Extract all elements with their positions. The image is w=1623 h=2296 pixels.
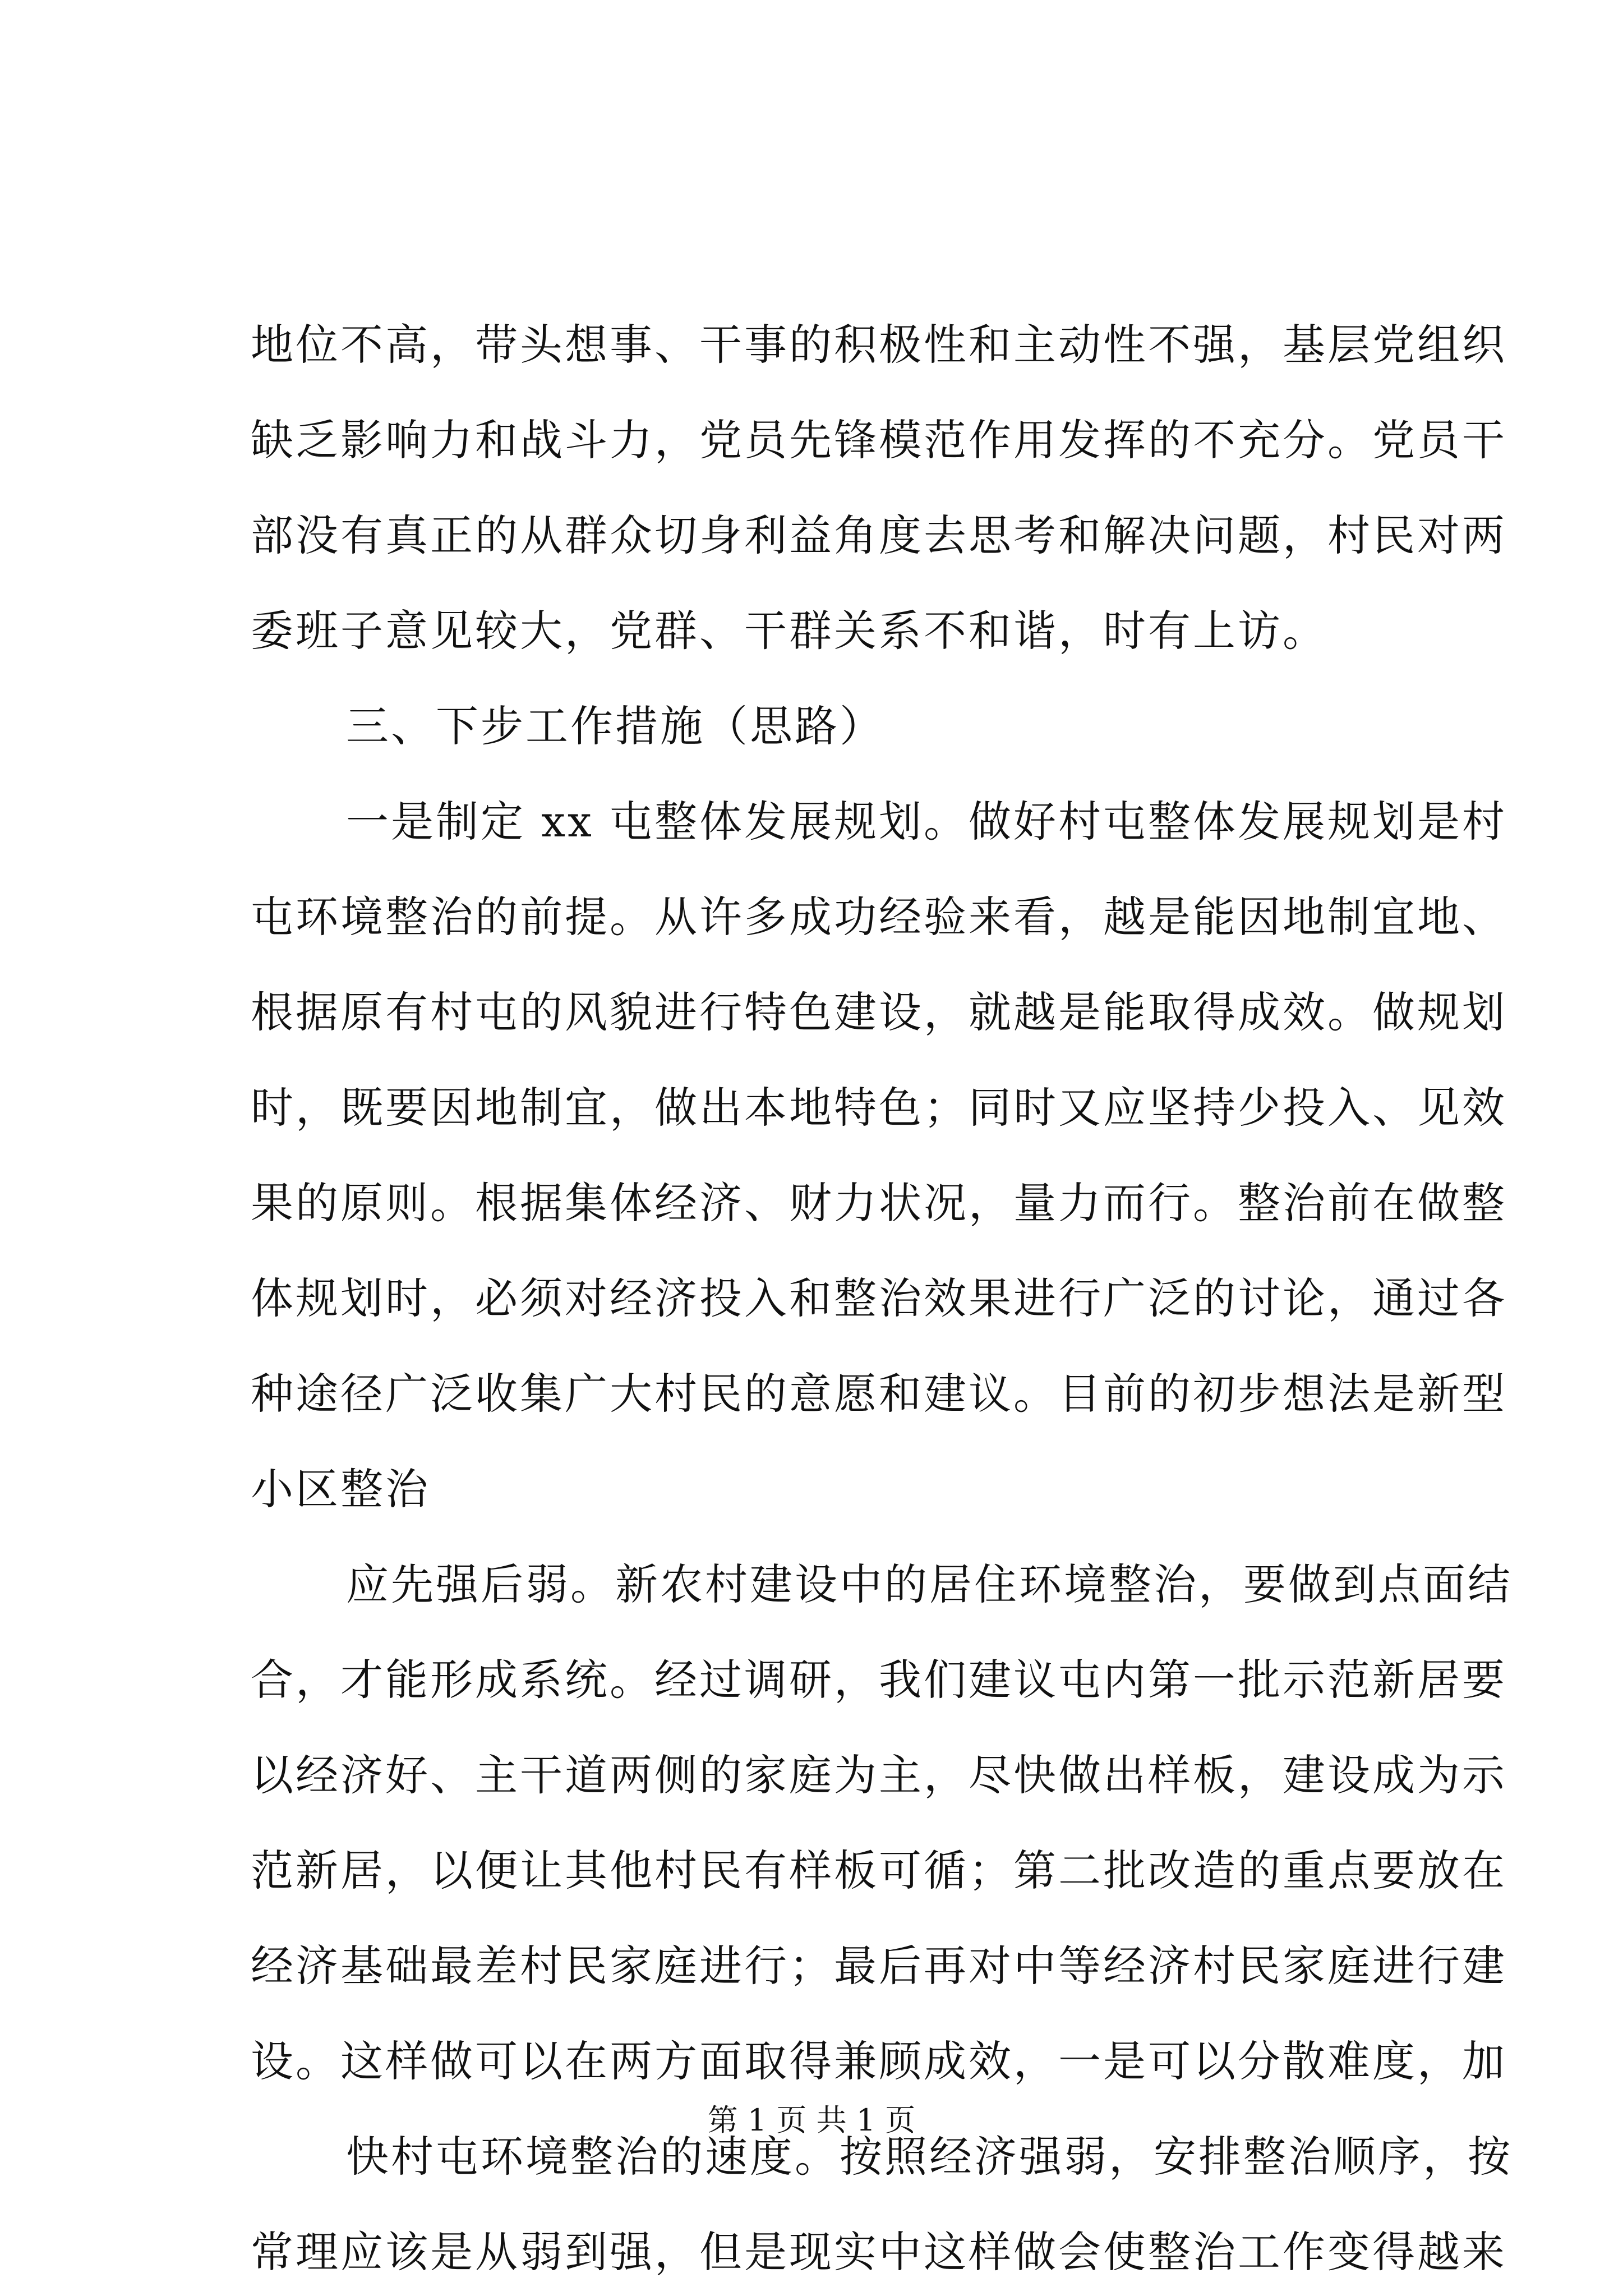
section-heading: 三、下步工作措施（思路） <box>346 701 884 751</box>
text-line: 设。这样做可以在两方面取得兼顾成效，一是可以分散难度，加 <box>251 2036 1507 2086</box>
text-line: 委班子意见较大，党群、干群关系不和谐，时有上访。 <box>251 606 1327 656</box>
text-line: 快村屯环境整治的速度。按照经济强弱，安排整治顺序，按 <box>346 2132 1513 2182</box>
text-line: 以经济好、主干道两侧的家庭为主，尽快做出样板，建设成为示 <box>251 1750 1507 1800</box>
text-line: 部没有真正的从群众切身利益角度去思考和解决问题，村民对两 <box>251 510 1507 560</box>
text-line: 常理应该是从弱到强，但是现实中这样做会使整治工作变得越来 <box>251 2227 1507 2277</box>
text-line: 应先强后弱。新农村建设中的居住环境整治，要做到点面结 <box>346 1559 1513 1609</box>
text-line: 缺乏影响力和战斗力，党员先锋模范作用发挥的不充分。党员干 <box>251 415 1507 465</box>
text-line: 合，才能形成系统。经过调研，我们建议屯内第一批示范新居要 <box>251 1655 1507 1705</box>
page-footer: 第 1 页 共 1 页 <box>707 2102 916 2138</box>
text-line: 一是制定 xx 屯整体发展规划。做好村屯整体发展规划是村 <box>346 797 1507 846</box>
text-line: 经济基础最差村民家庭进行；最后再对中等经济村民家庭进行建 <box>251 1941 1507 1991</box>
text-line: 体规划时，必须对经济投入和整治效果进行广泛的讨论，通过各 <box>251 1273 1507 1323</box>
text-line: 屯环境整治的前提。从许多成功经验来看，越是能因地制宜地、 <box>251 892 1507 942</box>
text-line: 地位不高，带头想事、干事的积极性和主动性不强，基层党组织 <box>251 320 1507 370</box>
text-line: 小区整治 <box>251 1464 430 1514</box>
text-line: 根据原有村屯的风貌进行特色建设，就越是能取得成效。做规划 <box>251 987 1507 1037</box>
text-line: 种途径广泛收集广大村民的意愿和建议。目前的初步想法是新型 <box>251 1369 1507 1419</box>
text-line: 范新居，以便让其他村民有样板可循；第二批改造的重点要放在 <box>251 1846 1507 1895</box>
text-line: 时，既要因地制宜，做出本地特色；同时又应坚持少投入、见效 <box>251 1083 1507 1133</box>
text-line: 果的原则。根据集体经济、财力状况，量力而行。整治前在做整 <box>251 1178 1507 1228</box>
